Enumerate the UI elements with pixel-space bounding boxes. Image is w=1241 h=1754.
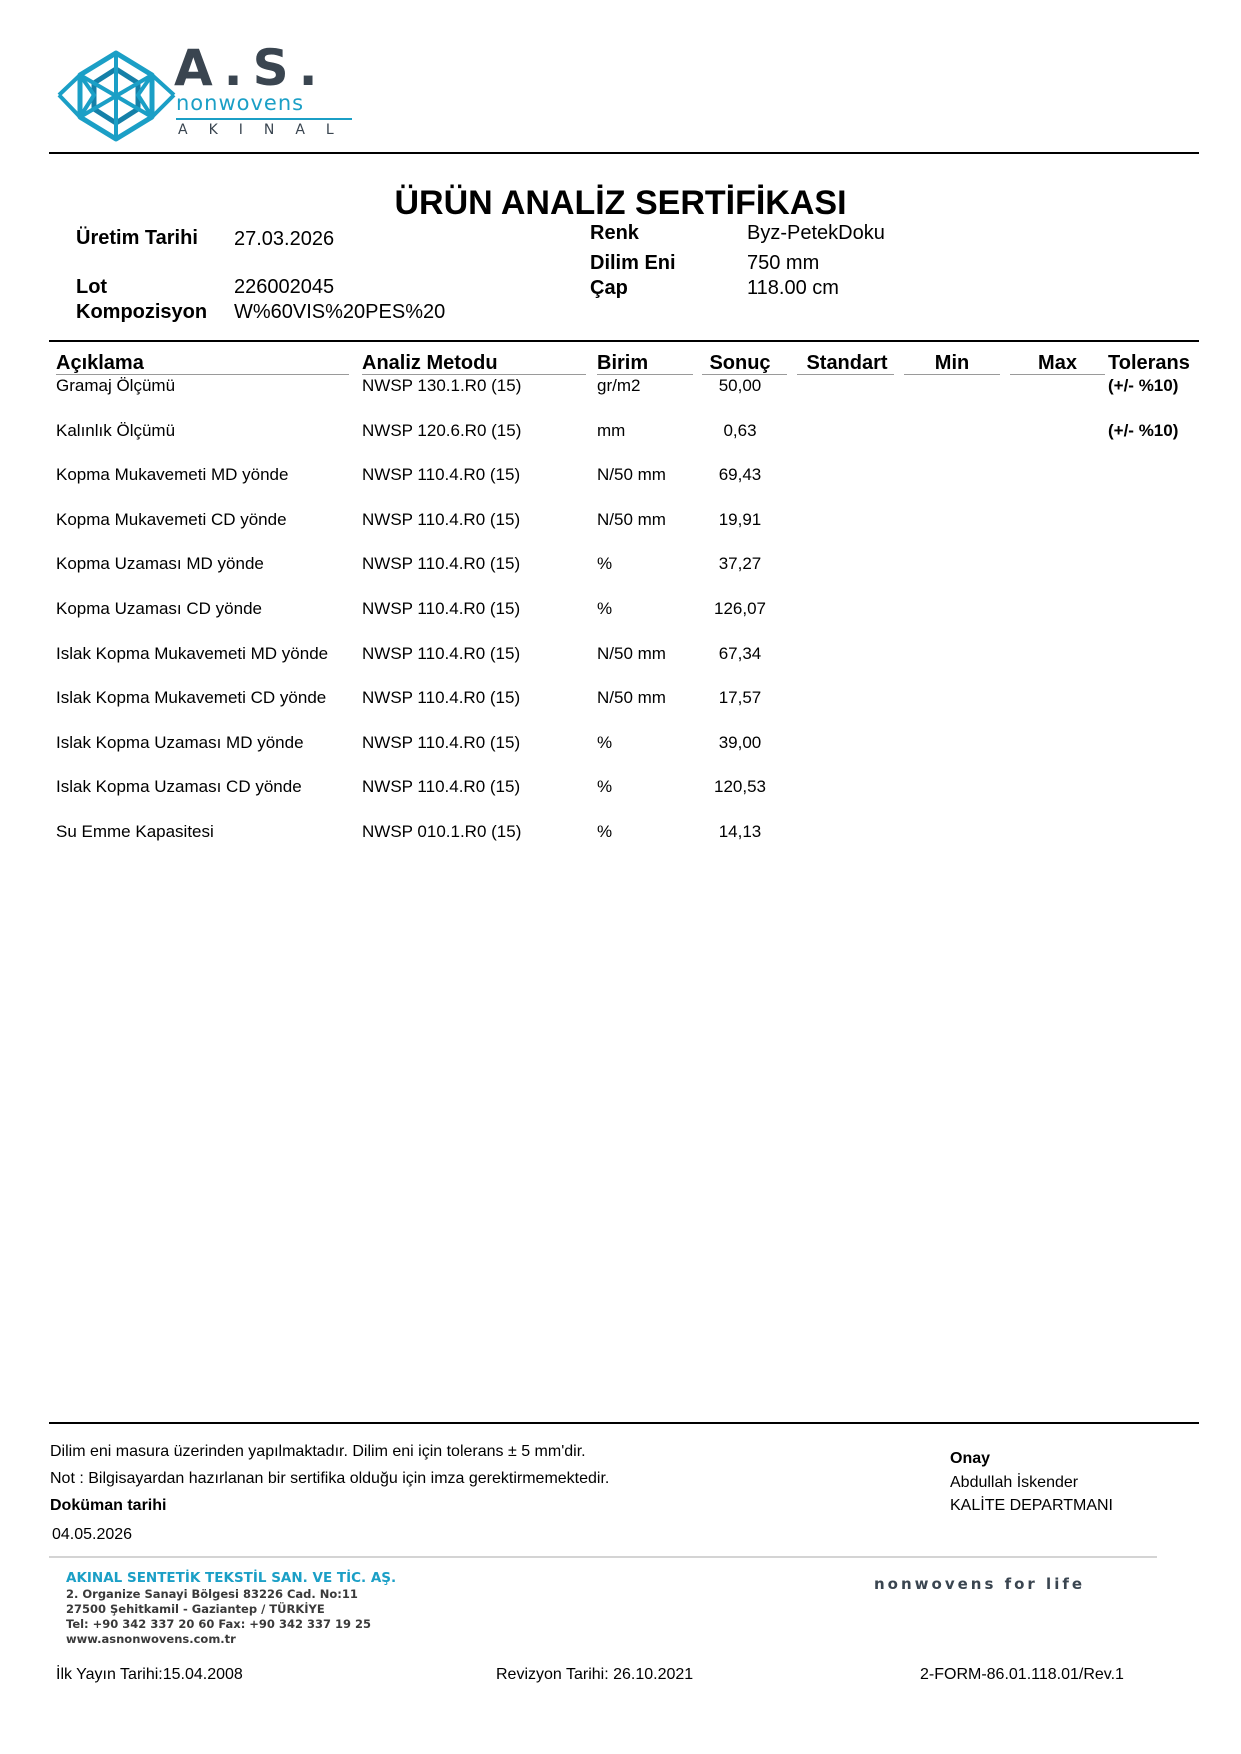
form-number: 2-FORM-86.01.118.01/Rev.1 [920, 1666, 1124, 1683]
cell-metod: NWSP 130.1.R0 (15) [362, 376, 522, 395]
onay-department: KALİTE DEPARTMANI [950, 1497, 1113, 1514]
cap-value: 118.00 cm [747, 277, 839, 299]
lot-label: Lot [76, 276, 108, 298]
col-header-standart: Standart [806, 352, 888, 374]
company-address-block [66, 1570, 396, 1647]
doc-date-value: 04.05.2026 [52, 1526, 133, 1543]
cell-metod: NWSP 010.1.R0 (15) [362, 822, 522, 841]
cell-birim: % [597, 554, 613, 574]
col-header-aciklama: Açıklama [56, 352, 144, 374]
cell-birim: N/50 mm [597, 688, 666, 708]
cell-aciklama: Kopma Uzaması MD yönde [56, 554, 264, 574]
cell-sonuc: 50,00 [718, 376, 762, 395]
cell-sonuc: 67,34 [718, 643, 762, 663]
company-address-line2: 27500 Şehitkamil - Gaziantep / TÜRKİYE [66, 1602, 325, 1616]
col-header-sonuc: Sonuç [709, 352, 771, 374]
cell-sonuc: 39,00 [718, 732, 762, 752]
col-header-tolerans: Tolerans [1108, 352, 1190, 374]
col-underline-birim [597, 374, 693, 375]
renk-value: Byz-PetekDoku [747, 222, 885, 244]
cell-birim: % [597, 599, 613, 618]
col-header-metod: Analiz Metodu [362, 352, 498, 374]
company-name: AKINAL SENTETİK TEKSTİL SAN. VE TİC. AŞ. [66, 1570, 397, 1586]
header-divider [49, 152, 1199, 154]
logo-akinal-text: AKINAL [178, 122, 355, 138]
cell-sonuc: 126,07 [714, 599, 766, 618]
footer-divider [49, 1422, 1199, 1424]
cell-metod: NWSP 110.4.R0 (15) [362, 777, 521, 797]
company-logo [54, 39, 359, 145]
cell-sonuc: 19,91 [718, 509, 762, 529]
uretim-tarihi-value: 27.03.2026 [234, 228, 335, 250]
address-divider [49, 1556, 1157, 1558]
cell-sonuc: 37,27 [718, 554, 762, 574]
info-divider [49, 340, 1199, 342]
cell-metod: NWSP 110.4.R0 (15) [362, 688, 521, 708]
revizyon-tarihi: Revizyon Tarihi: 26.10.2021 [496, 1666, 694, 1683]
cell-aciklama: Su Emme Kapasitesi [56, 822, 214, 841]
logo-main-text: A.S. [174, 39, 328, 97]
cell-metod: NWSP 110.4.R0 (15) [362, 732, 521, 752]
cell-birim: mm [597, 420, 626, 440]
col-underline-metod [362, 374, 586, 375]
cell-aciklama: Kopma Mukavemeti CD yönde [56, 509, 287, 529]
dilim-eni-label: Dilim Eni [590, 252, 676, 274]
cell-birim: N/50 mm [597, 509, 666, 529]
cell-tolerans: (+/- %10) [1108, 376, 1179, 395]
footer-note-signature: Not : Bilgisayardan hazırlanan bir sertifika olduğu için imza gerektirmemektedir. [50, 1470, 610, 1487]
cell-aciklama: Islak Kopma Mukavemeti CD yönde [56, 688, 327, 708]
cell-metod: NWSP 110.4.R0 (15) [362, 599, 521, 618]
cell-metod: NWSP 110.4.R0 (15) [362, 509, 521, 529]
slogan-text: nonwovens for life [874, 1575, 1086, 1593]
col-header-max: Max [1038, 352, 1077, 374]
cell-aciklama: Kalınlık Ölçümü [56, 420, 176, 440]
uretim-tarihi-label: Üretim Tarihi [76, 227, 198, 249]
company-phone: Tel: +90 342 337 20 60 Fax: +90 342 337 19 25 [66, 1617, 371, 1631]
cell-aciklama: Islak Kopma Uzaması MD yönde [56, 732, 304, 752]
cell-metod: NWSP 110.4.R0 (15) [362, 643, 521, 663]
col-underline-max [1010, 374, 1105, 375]
cell-birim: N/50 mm [597, 465, 666, 485]
kompozisyon-label: Kompozisyon [76, 301, 208, 323]
cell-metod: NWSP 110.4.R0 (15) [362, 465, 521, 485]
col-underline-min [904, 374, 1000, 375]
cell-metod: NWSP 120.6.R0 (15) [362, 420, 522, 440]
cell-aciklama: Gramaj Ölçümü [56, 376, 176, 395]
cell-birim: gr/m2 [597, 376, 641, 395]
kompozisyon-value: W%60VIS%20PES%20 [234, 301, 446, 323]
company-address-line1: 2. Organize Sanayi Bölgesi 83226 Cad. No:11 [66, 1587, 358, 1601]
logo-sub-text: nonwovens [176, 91, 305, 115]
cell-aciklama: Kopma Uzaması CD yönde [56, 599, 262, 618]
col-header-birim: Birim [597, 352, 649, 374]
page-title: ÜRÜN ANALİZ SERTİFİKASI [394, 184, 847, 222]
logo-emblem-icon [54, 45, 179, 145]
cell-birim: N/50 mm [597, 643, 666, 663]
cell-sonuc: 17,57 [718, 688, 762, 708]
cell-metod: NWSP 110.4.R0 (15) [362, 554, 521, 574]
cell-sonuc: 120,53 [714, 777, 766, 797]
cell-aciklama: Islak Kopma Mukavemeti MD yönde [56, 643, 329, 663]
dilim-eni-value: 750 mm [747, 252, 820, 274]
cell-sonuc: 0,63 [723, 420, 757, 440]
renk-label: Renk [590, 222, 639, 244]
cell-aciklama: Kopma Mukavemeti MD yönde [56, 465, 289, 485]
col-underline-standart [797, 374, 894, 375]
col-underline-sonuc [702, 374, 787, 375]
cell-sonuc: 14,13 [718, 822, 762, 841]
cell-birim: % [597, 732, 613, 752]
onay-label: Onay [950, 1450, 991, 1467]
logo-underline [176, 118, 352, 120]
col-header-min: Min [934, 352, 970, 374]
lot-value: 226002045 [234, 276, 335, 298]
cell-tolerans: (+/- %10) [1108, 420, 1179, 440]
doc-date-label: Doküman tarihi [50, 1497, 167, 1514]
col-underline-aciklama [56, 374, 349, 375]
ilk-yayin-tarihi: İlk Yayın Tarihi:15.04.2008 [56, 1666, 243, 1683]
footer-note-dilim: Dilim eni masura üzerinden yapılmaktadır. Dilim eni için tolerans ± 5 mm'dir. [50, 1443, 586, 1460]
cell-aciklama: Islak Kopma Uzaması CD yönde [56, 777, 302, 797]
onay-name: Abdullah İskender [950, 1474, 1079, 1491]
cap-label: Çap [590, 277, 628, 299]
cell-birim: % [597, 777, 613, 797]
company-website: www.asnonwovens.com.tr [66, 1632, 236, 1646]
cell-birim: % [597, 822, 613, 841]
cell-sonuc: 69,43 [718, 465, 762, 485]
